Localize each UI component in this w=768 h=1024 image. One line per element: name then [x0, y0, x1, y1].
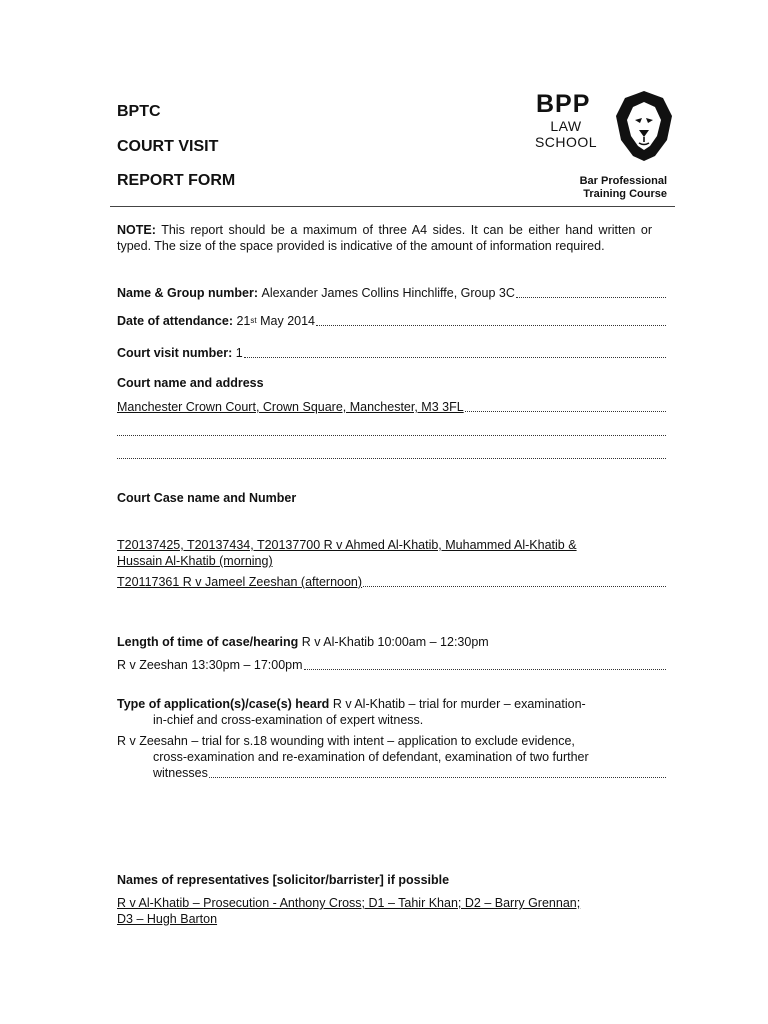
dotted-line: [516, 296, 666, 298]
case-morning-line-2: Hussain Al-Khatib (morning): [117, 554, 273, 568]
blank-dotted-line: [117, 458, 666, 459]
representatives-list: [117, 895, 657, 927]
type-first-line-1: R v Al-Khatib – trial for murder – examination-: [332, 697, 586, 711]
representatives-line-2: D3 – Hugh Barton: [117, 912, 218, 926]
logo-school: SCHOOL: [534, 134, 598, 150]
visit-number-label: Court visit number:: [117, 346, 233, 360]
blank-dotted-line: [117, 435, 666, 436]
type-second-line-3: witnesses: [153, 766, 208, 780]
lion-head-icon: [615, 90, 673, 162]
date-suffix: st: [250, 316, 257, 325]
visit-number-value: 1: [235, 346, 243, 360]
court-name-heading: Court name and address: [117, 376, 264, 390]
case-afternoon-line: [117, 574, 666, 590]
header-divider: [110, 206, 675, 207]
length-second-line: [117, 657, 666, 673]
type-first: [117, 696, 657, 728]
representatives-line-1: R v Al-Khatib – Prosecution - Anthony Cross; D1 – Tahir Khan; D2 – Barry Grennan;: [117, 896, 581, 910]
court-address-value: Manchester Crown Court, Crown Square, Manchester, M3 3FL: [117, 400, 464, 414]
dotted-line: [304, 668, 666, 670]
note-paragraph: [117, 223, 652, 254]
course-line-2: Training Course: [583, 188, 667, 200]
name-group-value: Alexander James Collins Hinchliffe, Group 3C: [261, 286, 515, 300]
representatives-heading: Names of representatives [solicitor/barrister] if possible: [117, 873, 450, 887]
dotted-line: [465, 410, 666, 412]
note-text: This report should be a maximum of three A4 sides. It can be either hand written or typed. The size of the space provided is indicative of the amount of information required.: [117, 223, 653, 253]
case-morning: [117, 537, 657, 569]
note-label: NOTE:: [117, 223, 156, 237]
name-group-label: Name & Group number:: [117, 286, 258, 300]
court-case-heading: Court Case name and Number: [117, 491, 297, 505]
court-address-line: [117, 399, 666, 415]
length-second: R v Zeeshan 13:30pm – 17:00pm: [117, 658, 303, 672]
type-second: [117, 733, 657, 765]
length-label: Length of time of case/hearing: [117, 635, 299, 649]
length-field: [117, 634, 666, 650]
dotted-line: [209, 776, 666, 778]
dotted-line: [316, 324, 666, 326]
form-title-court-visit: COURT VISIT: [117, 138, 219, 155]
dotted-line: [244, 356, 666, 358]
visit-number-field: [117, 345, 666, 361]
type-second-line-2: cross-examination and re-examination of defendant, examination of two further: [153, 750, 589, 764]
type-second-line-1: R v Zeesahn – trial for s.18 wounding with intent – application to exclude evidence,: [117, 734, 575, 748]
bpp-law-school-logo: [527, 88, 675, 166]
date-rest: May 2014: [260, 314, 316, 328]
type-label: Type of application(s)/case(s) heard: [117, 697, 330, 711]
form-title-report-form: REPORT FORM: [117, 172, 236, 189]
length-first: R v Al-Khatib 10:00am – 12:30pm: [301, 635, 489, 649]
date-label: Date of attendance:: [117, 314, 233, 328]
type-second-line-3-row: [117, 765, 666, 781]
course-line-1: Bar Professional: [579, 175, 667, 187]
case-morning-line-1: T20137425, T20137434, T20137700 R v Ahmed Al-Khatib, Muhammed Al-Khatib &: [117, 538, 577, 552]
case-afternoon: T20117361 R v Jameel Zeeshan (afternoon): [117, 575, 363, 589]
logo-brand: BPP: [536, 90, 591, 118]
date-attendance-field: [117, 313, 666, 329]
date-day: 21: [236, 314, 251, 328]
logo-law: LAW: [550, 118, 582, 134]
type-first-line-2: in-chief and cross-examination of expert witness.: [153, 713, 424, 727]
name-group-field: [117, 285, 666, 301]
form-title-bptc: BPTC: [117, 103, 161, 120]
dotted-line: [363, 585, 666, 587]
